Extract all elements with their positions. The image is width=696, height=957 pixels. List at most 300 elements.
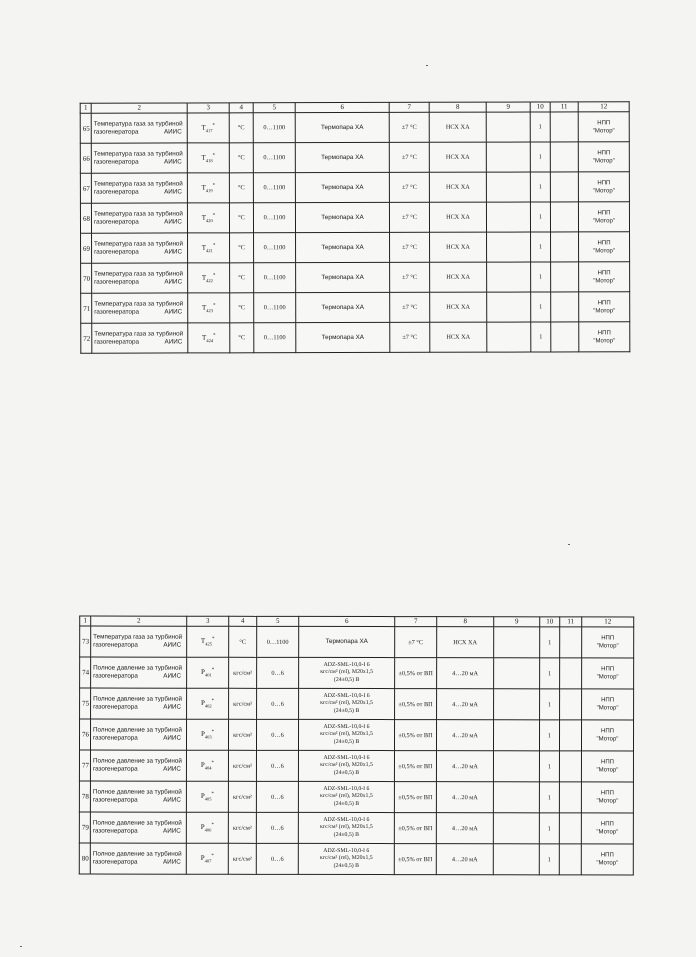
table-row: [79, 750, 633, 782]
symbol-letter: T: [202, 333, 207, 342]
quantity: 1: [540, 658, 560, 689]
parameter-name-line2-text: газогенератора: [93, 128, 139, 136]
parameter-name-line2: [93, 828, 184, 836]
parameter-name-line2-text: газогенератора: [94, 308, 139, 316]
col-11-cell: [551, 262, 579, 292]
col-9-cell: [493, 813, 539, 844]
row-number: 71: [81, 293, 92, 323]
verifier: [581, 751, 633, 782]
verifier-line1: НПП: [597, 269, 611, 276]
parameter-name-line1: Полное давление за турбиной: [92, 788, 182, 796]
table-row: [81, 292, 630, 323]
parameter-symbol: [187, 173, 229, 203]
parameter-symbol: [187, 143, 229, 173]
source-system: АИИС: [164, 157, 182, 165]
verifier-line2: "Мотор": [593, 217, 615, 224]
verifier-line1: НПП: [597, 149, 611, 156]
source-system: АИИС: [164, 187, 182, 195]
verifier: [582, 689, 634, 720]
table-row: [79, 843, 633, 875]
table-row: [80, 202, 629, 233]
table-row: [80, 172, 629, 203]
col-header: 7: [395, 617, 437, 627]
verifier-line1: НПП: [600, 852, 614, 859]
symbol-index: 418: [205, 157, 213, 163]
parameter-name-line1: Полное давление за турбиной: [92, 757, 182, 765]
unit: °C: [229, 173, 253, 203]
symbol-letter: T: [201, 213, 206, 222]
sensor-type-line: Термопара ХА: [321, 243, 364, 251]
col-9-cell: [487, 292, 531, 322]
parameter-symbol: [186, 843, 228, 874]
parameter-symbol: [188, 323, 230, 353]
parameter-symbol: [187, 203, 229, 233]
output-signal: 4…20 мА: [436, 782, 493, 813]
measurement-range: 0…6: [257, 657, 299, 688]
source-system: АИИС: [164, 217, 182, 225]
scan-speck: [426, 65, 428, 66]
parameter-name-line1: Температура газа за турбиной: [93, 149, 183, 158]
output-signal: 4…20 мА: [437, 658, 494, 689]
col-header: 7: [389, 102, 429, 112]
sensor-type: [295, 112, 389, 142]
parameter-name-line1: Полное давление за турбиной: [92, 819, 182, 827]
verifier-line2: "Мотор": [596, 643, 619, 650]
table-row: [81, 262, 630, 293]
source-system: АИИС: [163, 703, 182, 711]
measurement-range: 0…6: [257, 688, 299, 719]
parameter-name: [91, 688, 187, 719]
parameter-name-line2: [94, 278, 185, 286]
unit: °C: [230, 263, 254, 293]
col-11-cell: [550, 112, 578, 142]
verifier-line2: "Мотор": [593, 307, 616, 314]
sensor-type: [298, 843, 394, 874]
output-signal: НСХ ХА: [429, 202, 486, 232]
quantity: 1: [530, 202, 550, 232]
symbol-letter: T: [201, 153, 206, 162]
col-header: 3: [187, 103, 229, 113]
verifier: [581, 782, 633, 813]
col-9-cell: [493, 782, 539, 813]
symbol-letter: P: [201, 668, 205, 677]
parameter-name-line2-text: газогенератора: [94, 338, 140, 346]
col-header: 12: [582, 617, 634, 627]
accuracy: ±7 °C: [390, 322, 430, 352]
output-signal: НСХ ХА: [430, 322, 487, 352]
parameter-name-line2-text: газогенератора: [94, 278, 139, 286]
symbol-star: *: [211, 822, 214, 828]
verifier-line1: НПП: [597, 179, 611, 186]
parameter-name-line2-text: газогенератора: [94, 248, 139, 256]
verifier-line2: "Мотор": [593, 277, 616, 284]
verifier-line1: НПП: [601, 635, 615, 642]
sensor-type-line: (24±0,5) B: [333, 676, 360, 683]
col-9-cell: [494, 689, 540, 720]
symbol-star: *: [211, 760, 215, 766]
quantity: 1: [540, 627, 560, 658]
output-signal: НСХ ХА: [430, 232, 487, 262]
output-signal: 4…20 мА: [436, 751, 493, 782]
symbol-star: *: [212, 123, 216, 129]
verifier-line2: "Мотор": [596, 674, 619, 681]
sensor-type-line: (24±0,5) B: [333, 738, 360, 745]
parameter-name-line2-text: газогенератора: [92, 796, 138, 804]
accuracy: ±0,5% от ВП: [394, 751, 436, 782]
quantity: 1: [531, 232, 551, 262]
accuracy: ±7 °C: [389, 202, 429, 232]
source-system: АИИС: [164, 337, 183, 345]
col-header: 2: [91, 103, 187, 113]
symbol-index: 421: [206, 247, 213, 253]
parameter-name-line1: Температура газа за турбиной: [93, 209, 183, 218]
verifier-line1: НПП: [597, 209, 611, 216]
col-header: 5: [253, 103, 295, 113]
verifier-line2: "Мотор": [592, 157, 615, 164]
col-9-cell: [486, 172, 530, 202]
parameter-symbol: [188, 293, 230, 323]
source-system: АИИС: [163, 765, 181, 773]
sensor-type: [299, 688, 395, 719]
measurement-range: 0…1100: [253, 203, 295, 233]
output-signal: НСХ ХА: [437, 627, 494, 658]
symbol-letter: P: [200, 699, 205, 708]
col-9-cell: [487, 232, 531, 262]
col-header: 1: [80, 103, 91, 113]
parameter-name-line2: [93, 735, 184, 743]
unit: кгс/см²: [228, 812, 256, 843]
parameter-name: [91, 113, 187, 143]
col-11-cell: [551, 322, 579, 352]
parameter-name: [91, 626, 187, 657]
quantity: 1: [530, 172, 550, 202]
measurement-range: 0…1100: [254, 323, 296, 353]
sensor-type-line: Термопара ХА: [325, 637, 368, 646]
sensor-type-line: (24±0,5) B: [333, 831, 360, 838]
col-header: 9: [486, 102, 530, 112]
col-9-cell: [494, 627, 540, 658]
col-header: 4: [229, 616, 257, 626]
parameter-name-line2-text: газогенератора: [93, 641, 138, 649]
verifier: [578, 172, 629, 202]
sensor-type: [298, 781, 394, 812]
sensor-type: [296, 262, 390, 292]
measurement-range: 0…6: [256, 719, 298, 750]
parameter-name-line2-text: газогенератора: [92, 858, 138, 866]
col-header: 10: [540, 617, 560, 627]
accuracy: ±7 °C: [390, 292, 430, 322]
parameter-symbol: [187, 688, 229, 719]
unit: °C: [229, 113, 253, 143]
parameter-name: [92, 323, 188, 353]
parameter-name-line2: [94, 158, 185, 166]
parameter-name-line2-text: газогенератора: [93, 188, 139, 196]
unit: кгс/см²: [228, 781, 256, 812]
measurement-range: 0…1100: [253, 173, 295, 203]
sensor-type: [295, 202, 389, 232]
symbol-star: *: [211, 729, 215, 735]
source-system: АИИС: [163, 672, 182, 680]
measurement-range: 0…6: [256, 750, 298, 781]
table-row: [81, 232, 630, 263]
scan-speck: [20, 946, 22, 947]
parameter-symbol: [187, 657, 229, 688]
verifier: [579, 232, 630, 262]
col-11-cell: [550, 172, 578, 202]
symbol-letter: P: [200, 823, 205, 832]
col-11-cell: [559, 782, 581, 813]
verifier-line2: "Мотор": [596, 736, 619, 743]
unit: кгс/см²: [228, 843, 256, 874]
verifier: [578, 202, 629, 232]
sensor-type-line: Термопара ХА: [321, 273, 364, 281]
sensor-type: [299, 626, 395, 657]
parameter-name: [90, 843, 186, 874]
sensor-type-line: Термопара ХА: [321, 183, 364, 191]
col-11-cell: [559, 813, 581, 844]
symbol-star: *: [211, 667, 215, 673]
verifier-line1: НПП: [601, 666, 615, 673]
col-9-cell: [487, 322, 531, 352]
parameter-name-line1: Полное давление за турбиной: [93, 695, 182, 703]
quantity: 1: [540, 689, 560, 720]
verifier: [579, 292, 630, 322]
col-header: 5: [257, 616, 299, 626]
output-signal: НСХ ХА: [429, 142, 486, 172]
col-header: 8: [429, 102, 486, 112]
sensor-type-line: Термопара ХА: [321, 153, 364, 161]
col-11-cell: [551, 232, 579, 262]
row-number: 75: [80, 688, 91, 719]
sensor-type-line: Термопара ХА: [321, 333, 364, 341]
sensor-type: [296, 292, 390, 322]
accuracy: ±0,5% от ВП: [394, 813, 436, 844]
sensor-type: [295, 142, 389, 172]
parameter-name: [90, 719, 186, 750]
accuracy: ±7 °C: [389, 112, 429, 142]
sensor-type-line: ADZ-SML-10,0-I 6: [323, 848, 370, 855]
parameter-symbol: [186, 719, 228, 750]
symbol-star: *: [212, 153, 216, 159]
parameter-name-line1: Температура газа за турбиной: [94, 299, 184, 308]
parameter-name: [91, 657, 187, 688]
symbol-star: *: [212, 303, 216, 309]
row-number: 78: [79, 781, 90, 812]
measurement-range: 0…1100: [254, 233, 296, 263]
verifier-line2: "Мотор": [596, 767, 619, 774]
symbol-index: 419: [205, 187, 213, 193]
verifier-line1: НПП: [597, 239, 611, 246]
col-11-cell: [551, 292, 579, 322]
row-number: 70: [81, 263, 92, 293]
sensor-type-line: ADZ-SML-10,0-I 6: [323, 662, 370, 669]
col-9-cell: [486, 112, 530, 142]
col-9-cell: [487, 262, 531, 292]
output-signal: НСХ ХА: [429, 172, 486, 202]
unit: °C: [230, 323, 254, 353]
output-signal: НСХ ХА: [430, 262, 487, 292]
quantity: 1: [531, 292, 551, 322]
sensor-type-line: Термопара ХА: [321, 303, 364, 311]
parameter-name-line2-text: газогенератора: [92, 827, 138, 835]
sensor-type: [296, 232, 390, 262]
sensor-type-line: ADZ-SML-10,0-I 6: [323, 755, 370, 762]
row-number: 67: [80, 173, 91, 203]
parameter-name-line1: Полное давление за турбиной: [92, 850, 182, 858]
sensor-type-line: кгс/см² (rel), M20x1,5: [320, 793, 373, 800]
sensor-type-line: Термопара ХА: [321, 213, 364, 221]
col-11-cell: [560, 689, 582, 720]
parameter-name-line2: [94, 218, 185, 226]
symbol-index: 403: [204, 734, 212, 740]
parameter-name-line2: [94, 188, 185, 196]
col-9-cell: [486, 202, 530, 232]
accuracy: ±7 °C: [395, 627, 437, 658]
sensor-type-line: кгс/см² (rel), M20x1,5: [320, 731, 373, 738]
col-9-cell: [493, 751, 539, 782]
row-number: 66: [80, 143, 91, 173]
symbol-letter: T: [201, 273, 207, 282]
symbol-index: 402: [204, 703, 212, 709]
col-9-cell: [494, 658, 540, 689]
unit: кгс/см²: [229, 657, 257, 688]
parameter-name-line2: [94, 248, 185, 256]
parameter-name: [92, 293, 188, 323]
symbol-star: *: [211, 791, 214, 797]
col-header: 4: [229, 103, 253, 113]
verifier-line1: НПП: [601, 697, 615, 704]
parameter-name-line1: Температура газа за турбиной: [93, 633, 183, 641]
verifier-line1: НПП: [597, 299, 611, 306]
table-body-lower: [79, 626, 633, 875]
table-row: [80, 657, 634, 689]
sensor-type: [296, 322, 390, 352]
symbol-index: 420: [205, 217, 213, 223]
symbol-index: 423: [206, 307, 213, 313]
verifier: [581, 844, 633, 875]
symbol-letter: T: [201, 123, 206, 132]
row-number: 80: [79, 843, 90, 874]
col-11-cell: [550, 202, 578, 232]
unit: °C: [229, 203, 253, 233]
symbol-star: *: [212, 213, 216, 219]
parameter-symbol: [187, 113, 229, 143]
quantity: 1: [531, 322, 551, 352]
accuracy: ±0,5% от ВП: [394, 782, 436, 813]
symbol-letter: T: [201, 243, 207, 252]
symbol-letter: T: [201, 183, 206, 192]
measurement-range: 0…1100: [253, 113, 295, 143]
verifier-line2: "Мотор": [593, 247, 616, 254]
parameter-name-line1: Температура газа за турбиной: [94, 269, 184, 278]
accuracy: ±7 °C: [389, 172, 429, 202]
parameter-name-line1: Температура газа за турбиной: [94, 239, 183, 248]
unit: °C: [229, 626, 257, 657]
symbol-star: *: [211, 636, 215, 642]
parameter-name-line2-text: газогенератора: [93, 734, 138, 742]
output-signal: 4…20 мА: [437, 689, 494, 720]
col-11-cell: [560, 658, 582, 689]
symbol-star: *: [212, 243, 216, 249]
col-header: 3: [187, 616, 229, 626]
measurement-range: 0…6: [256, 812, 298, 843]
source-system: АИИС: [162, 858, 181, 866]
sensor-type-line: кгс/см² (rel), M20x1,5: [320, 762, 373, 769]
scan-speck: [568, 544, 570, 545]
accuracy: ±0,5% от ВП: [394, 844, 436, 875]
parameter-symbol: [186, 781, 228, 812]
quantity: 1: [539, 751, 559, 782]
row-number: 69: [81, 233, 92, 263]
row-number: 76: [79, 719, 90, 750]
parameter-name-line2: [93, 797, 184, 805]
table-row: [79, 812, 633, 844]
symbol-index: 405: [204, 796, 212, 802]
parameter-name-line1: Полное давление за турбиной: [93, 726, 182, 734]
unit: °C: [230, 293, 254, 323]
sensor-type: [295, 172, 389, 202]
accuracy: ±0,5% от ВП: [395, 658, 437, 689]
symbol-letter: P: [200, 792, 205, 801]
verifier: [578, 142, 629, 172]
unit: °C: [229, 143, 253, 173]
verifier-line1: НПП: [597, 119, 611, 126]
sensor-type: [298, 812, 394, 843]
measurement-range: 0…6: [256, 843, 298, 874]
sensor-type-line: (24±0,5) B: [333, 707, 360, 714]
parameter-name-line2-text: газогенератора: [93, 218, 139, 226]
sensor-type-line: ADZ-SML-10,0-I 6: [323, 786, 370, 793]
parameter-symbol: [188, 263, 230, 293]
accuracy: ±0,5% от ВП: [394, 720, 436, 751]
parameter-name: [92, 233, 188, 263]
parameter-name: [91, 143, 187, 173]
sensor-type-line: кгс/см² (rel), M20x1,5: [320, 669, 374, 676]
symbol-index: 425: [205, 641, 212, 647]
source-system: АИИС: [163, 827, 181, 835]
output-signal: 4…20 мА: [436, 844, 493, 875]
table-row: [79, 719, 633, 751]
verifier-line1: НПП: [600, 790, 614, 797]
quantity: 1: [530, 142, 550, 172]
measurement-table-upper: [80, 101, 631, 353]
measurement-range: 0…1100: [253, 143, 295, 173]
col-header: 9: [494, 617, 540, 627]
output-signal: 4…20 мА: [436, 813, 493, 844]
col-header: 12: [578, 102, 629, 112]
parameter-name-line2: [94, 338, 185, 346]
symbol-index: 422: [206, 277, 213, 283]
col-header: 10: [530, 102, 550, 112]
col-9-cell: [486, 142, 530, 172]
parameter-name-line2: [93, 859, 184, 867]
accuracy: ±7 °C: [390, 262, 430, 292]
parameter-name-line1: Температура газа за турбиной: [94, 329, 184, 338]
row-number: 79: [79, 812, 90, 843]
accuracy: ±7 °C: [390, 232, 430, 262]
unit: °C: [230, 233, 254, 263]
measurement-range: 0…1100: [254, 293, 296, 323]
row-number: 68: [80, 203, 91, 233]
parameter-name: [90, 781, 186, 812]
parameter-symbol: [186, 750, 228, 781]
symbol-star: *: [213, 333, 216, 339]
measurement-range: 0…1100: [254, 263, 296, 293]
parameter-name: [92, 263, 188, 293]
output-signal: НСХ ХА: [429, 112, 486, 142]
col-11-cell: [559, 720, 581, 751]
row-number: 73: [80, 626, 91, 657]
